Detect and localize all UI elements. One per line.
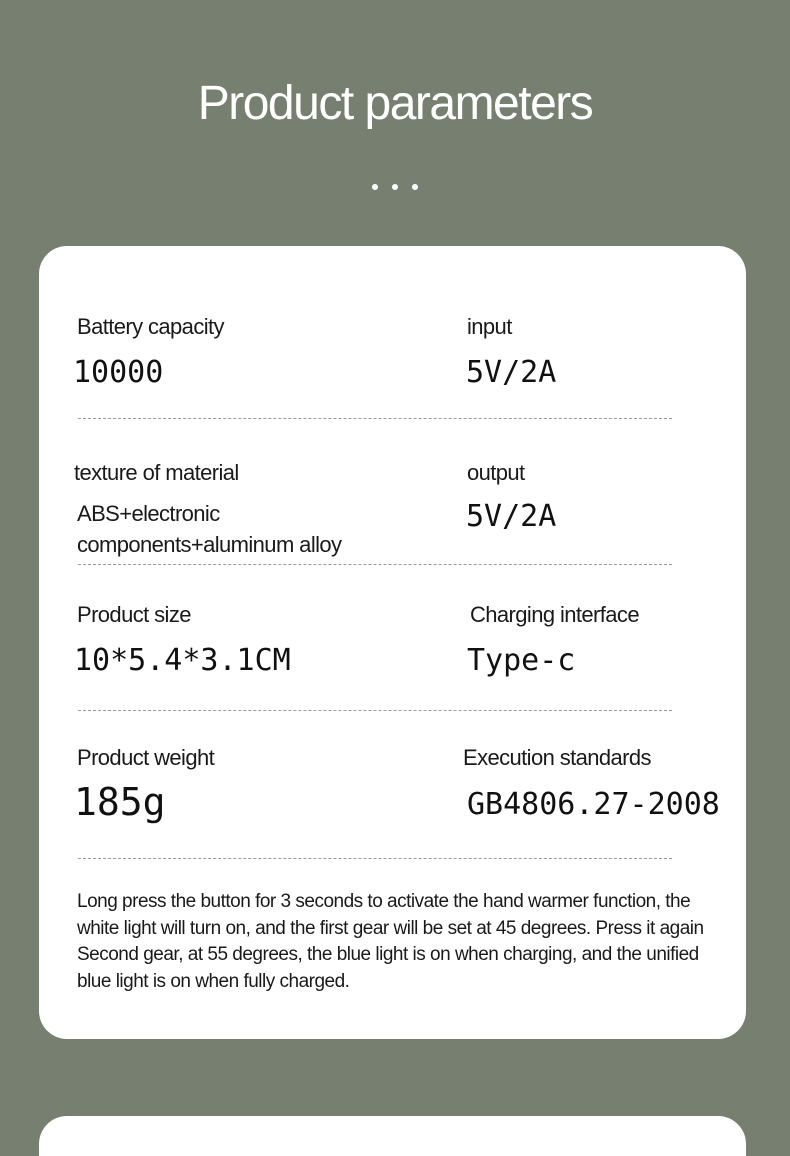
battery-capacity-label: Battery capacity [77,314,224,339]
input-label: input [467,314,512,339]
parameters-card [39,246,746,1039]
charging-interface-value: Type-c [467,643,576,678]
usage-description: Long press the button for 3 seconds to activate the hand warmer function, the white light will turn on, and the first gear will be set at 45 degrees. Press it again Second gear, at 55 degrees, the blue light is on when charging, and the unified blue light is on when fully charged. [77,891,704,992]
dot [412,184,418,190]
divider [78,418,672,419]
battery-capacity-value: 10000 [73,355,164,390]
execution-standards-label: Execution standards [463,745,651,770]
output-value: 5V/2A [466,499,557,534]
divider [78,858,672,859]
input-value: 5V/2A [466,355,557,390]
dot [372,184,378,190]
product-size-value: 10*5.4*3.1CM [74,643,291,678]
product-weight-label: Product weight [77,745,215,770]
dot [392,184,398,190]
product-weight-value: 185g [74,780,166,824]
divider [78,710,672,711]
material-value: ABS+electronic components+aluminum alloy [77,501,342,557]
page-title: Product parameters [197,77,593,130]
charging-interface-label: Charging interface [470,602,639,627]
divider [78,564,672,565]
output-label: output [467,460,525,485]
next-card-edge [39,1116,746,1156]
material-label: texture of material [74,460,239,485]
title-dots-decoration [370,184,422,192]
execution-standards-value: GB4806.27-2008 [467,787,720,822]
product-size-label: Product size [77,602,191,627]
